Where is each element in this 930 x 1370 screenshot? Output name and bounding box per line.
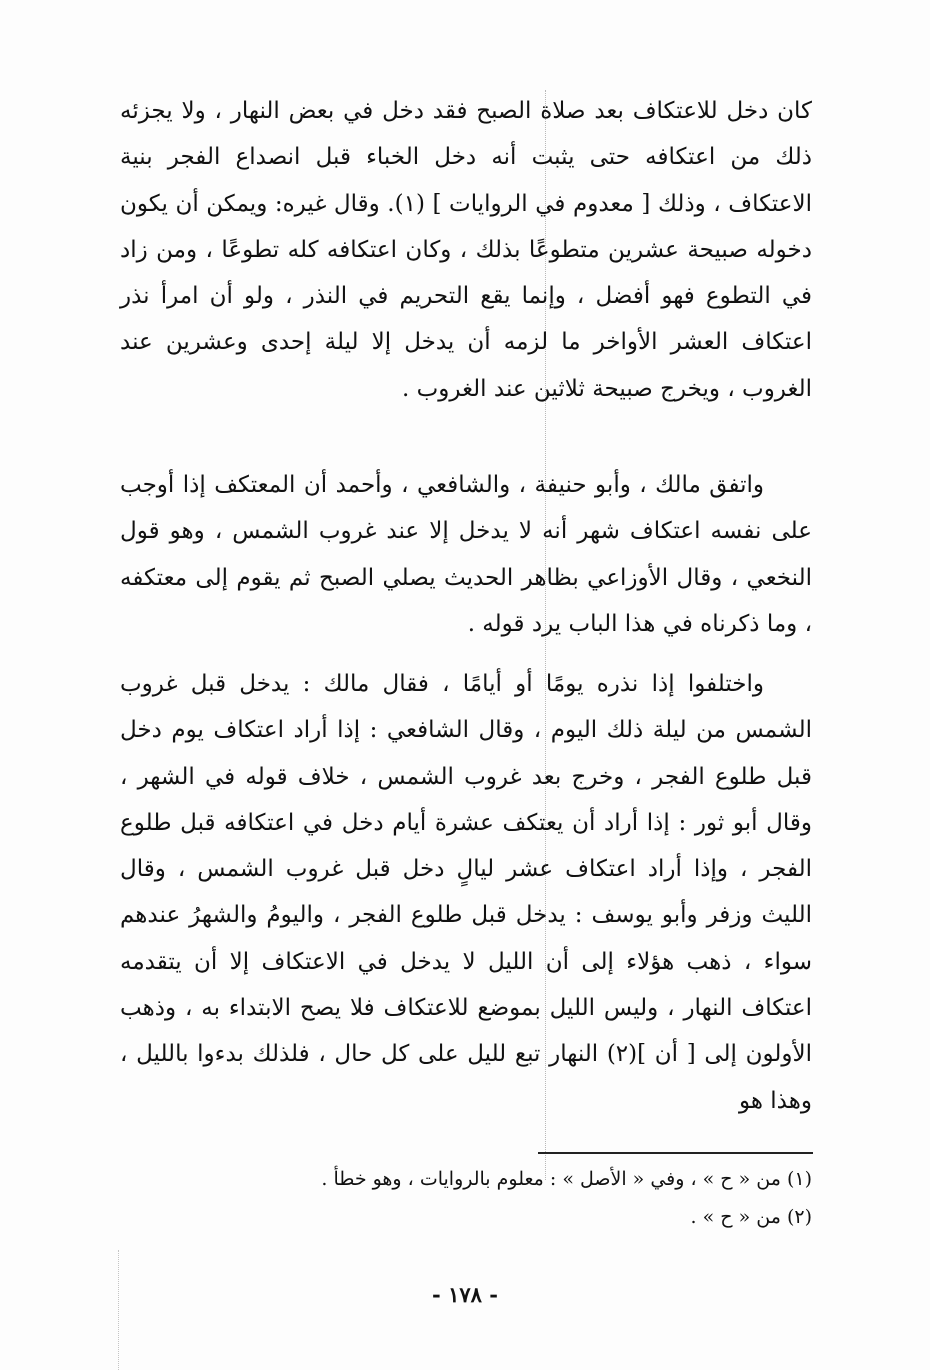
body-paragraph-3: واختلفوا إذا نذره يومًا أو أيامًا ، فقال مالك : يدخل قبل غروب الشمس من ليلة ذلك اليوم ، وقال الشافعي : إذا أراد اعتكاف يوم دخل قبل طلوع الفجر ، وخرج بعد غروب الشمس ، خلاف قوله في الشهر ، وقال أبو ثور : إذا أراد أن يعتكف عشرة أيام دخل في اعتكافه قبل طلوع الفجر ، وإذا أراد اعتكاف عشر ليالٍ دخل قبل غروب الشمس ، وقال الليث وزفر وأبو يوسف : يدخل قبل طلوع الفجر ، واليومُ والشهرُ عندهم سواء ، ذهب هؤلاء إلى أن الليل لا يدخل في الاعتكاف إلا أن يتقدمه اعتكاف النهار ، وليس الليل بموضع للاعتكاف فلا يصح الابتداء به ، وذهب الأولون إلى [ أن ](٢) النهار تبع لليل على كل حال ، فلذلك بدءوا بالليل ، وهذا هو [120, 671, 812, 1114]
footnotes [120, 1160, 812, 1236]
body-paragraph-2: واتفق مالك ، وأبو حنيفة ، والشافعي ، وأحمد أن المعتكف إذا أوجب على نفسه اعتكاف شهر أنه لا يدخل إلا عند غروب الشمس ، وهو قول النخعي ، وقال الأوزاعي بظاهر الحديث يصلي الصبح ثم يقوم إلى معتكفه ، وما ذكرناه في هذا الباب يرد قوله . [120, 472, 812, 637]
scan-edge-mark [118, 1250, 119, 1370]
footnote-1: (١) من « ح » ، وفي « الأصل » : معلوم بالروايات ، وهو خطأ . [321, 1168, 812, 1190]
body-paragraph-1: كان دخل للاعتكاف بعد صلاة الصبح فقد دخل في بعض النهار ، ولا يجزئه ذلك من اعتكافه حتى يثبت أنه دخل الخباء قبل انصداع الفجر بنية الاعتكاف ، وذلك [ معدوم في الروايات ] (١). وقال غيره: ويمكن أن يكون دخوله صبيحة عشرين متطوعًا بذلك ، وكان اعتكافه كله تطوعًا ، ومن زاد في التطوع فهو أفضل ، وإنما يقع التحريم في النذر ، ولو أن امرأ نذر اعتكاف العشر الأواخر ما لزمه أن يدخل إلا ليلة إحدى وعشرين عند الغروب ، ويخرج صبيحة ثلاثين عند الغروب . [120, 98, 812, 402]
page-number: - ١٧٨ - [432, 1282, 498, 1307]
footnote-2: (٢) من « ح » . [690, 1206, 812, 1228]
footnote-separator [538, 1152, 813, 1154]
